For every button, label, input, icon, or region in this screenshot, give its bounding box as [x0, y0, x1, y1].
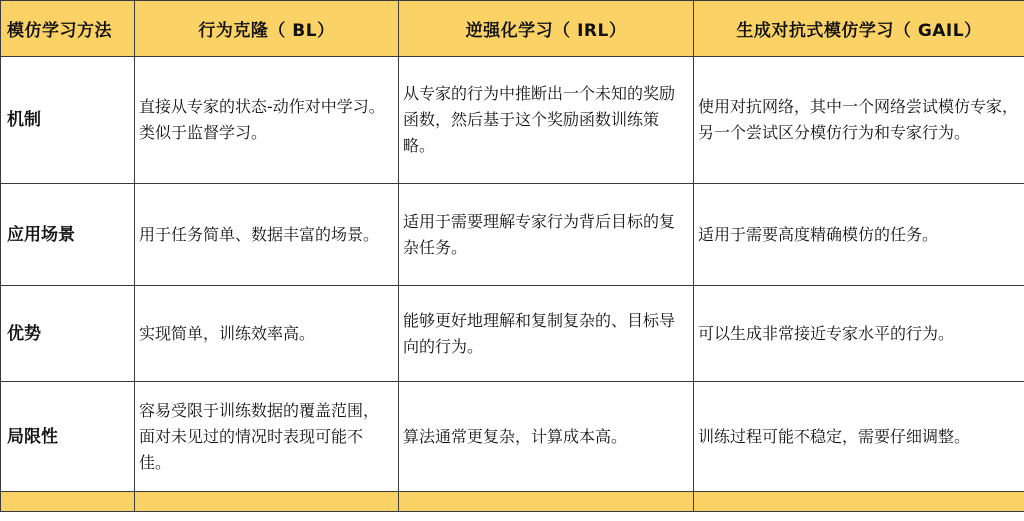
cell-text: 可以生成非常接近专家水平的行为。 [698, 323, 955, 343]
header-inverse-rl: 逆强化学习（ IRL） [399, 1, 694, 57]
cell-irl-application [399, 184, 694, 286]
cell-text: 容易受限于训练数据的覆盖范围，面对未见过的情况时表现可能不佳。 [139, 400, 380, 472]
table-row [1, 286, 1024, 382]
header-behavior-cloning: 行为克隆（ BL） [135, 1, 399, 57]
cell-text: 用于任务简单、数据丰富的场景。 [139, 224, 380, 244]
cell-gail-application [694, 184, 1024, 286]
header-gail: 生成对抗式模仿学习（ GAIL） [694, 1, 1024, 57]
cell-text: 适用于需要高度精确模仿的任务。 [698, 224, 939, 244]
table-header [1, 1, 1024, 57]
row-label-application: 应用场景 [1, 184, 135, 286]
table-body [1, 57, 1024, 512]
cell-bl-application [135, 184, 399, 286]
cell-text: 适用于需要理解专家行为背后目标的复杂任务。 [403, 211, 676, 257]
cell-gail-advantage [694, 286, 1024, 382]
cell-bl-mechanism [135, 57, 399, 184]
table-row [1, 184, 1024, 286]
cell-text: 直接从专家的状态-动作对中学习。类似于监督学习。 [139, 97, 385, 142]
header-method: 模仿学习方法 [1, 1, 135, 57]
row-label-limitation: 局限性 [1, 382, 135, 492]
cell-text: 使用对抗网络，其中一个网络尝试模仿专家，另一个尝试区分模仿行为和专家行为。 [698, 97, 1019, 142]
cell-gail-limitation [694, 382, 1024, 492]
row-label-mechanism: 机制 [1, 57, 135, 184]
cell-text: 能够更好地理解和复制复杂的、目标导向的行为。 [403, 310, 676, 356]
cell-text: 从专家的行为中推断出一个未知的奖励函数，然后基于这个奖励函数训练策略。 [403, 84, 676, 155]
header-row [1, 1, 1024, 57]
footer-cell [399, 492, 694, 512]
footer-cell [694, 492, 1024, 512]
cell-irl-mechanism [399, 57, 694, 184]
cell-irl-advantage [399, 286, 694, 382]
cell-irl-limitation [399, 382, 694, 492]
table-row [1, 57, 1024, 184]
footer-cell [1, 492, 135, 512]
table-row [1, 382, 1024, 492]
cell-bl-advantage [135, 286, 399, 382]
row-label-advantage: 优势 [1, 286, 135, 382]
cell-bl-limitation [135, 382, 399, 492]
cell-text: 算法通常更复杂，计算成本高。 [403, 426, 628, 446]
cell-gail-mechanism [694, 57, 1024, 184]
cell-text: 训练过程可能不稳定，需要仔细调整。 [698, 426, 971, 446]
cell-text: 实现简单，训练效率高。 [139, 323, 316, 343]
footer-row [1, 492, 1024, 512]
footer-cell [135, 492, 399, 512]
